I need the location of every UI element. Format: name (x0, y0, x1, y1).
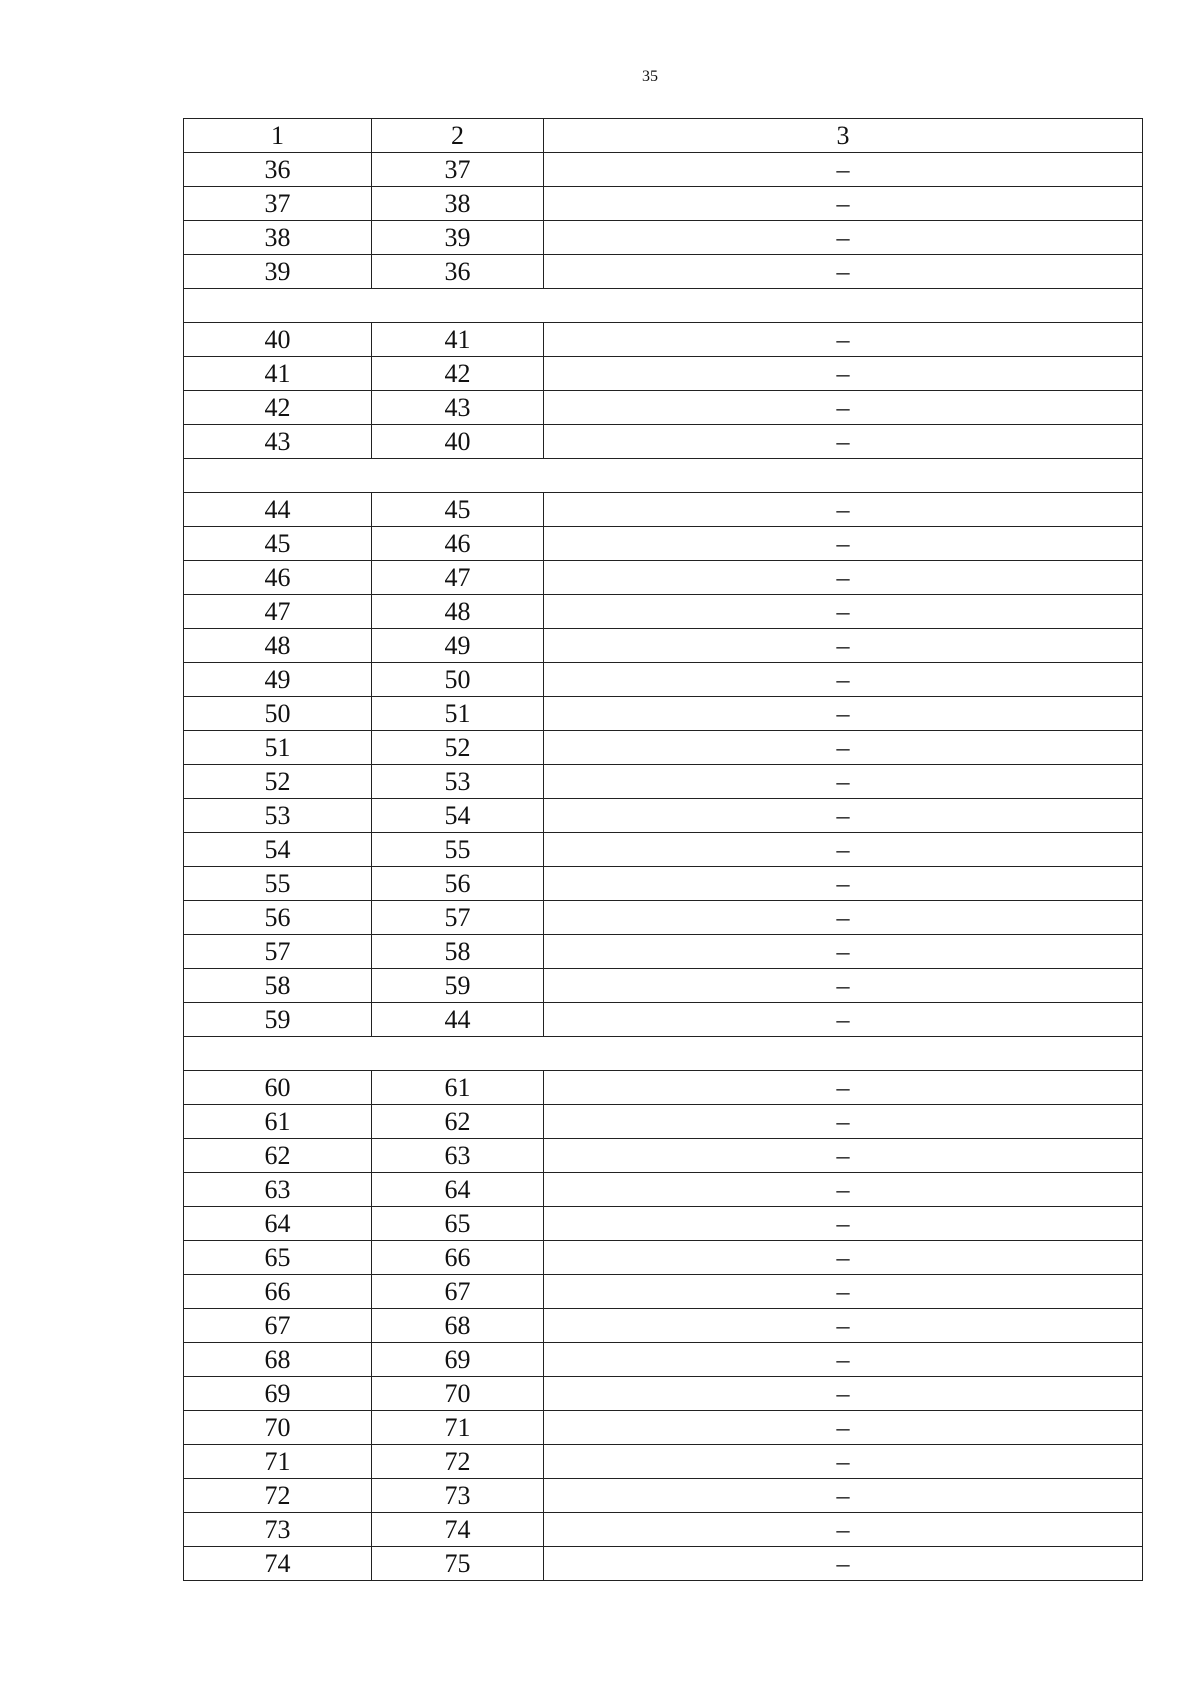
table-cell: 59 (372, 969, 544, 1003)
table-row (184, 1547, 1143, 1581)
table-cell: 47 (184, 595, 372, 629)
separator-cell (184, 1037, 1143, 1071)
table-cell: 69 (184, 1377, 372, 1411)
table-cell: 37 (372, 153, 544, 187)
table-cell: 53 (372, 765, 544, 799)
table-cell: – (544, 697, 1143, 731)
table-cell: 45 (184, 527, 372, 561)
table-cell: 44 (372, 1003, 544, 1037)
table-cell: – (544, 493, 1143, 527)
table-cell: – (544, 1513, 1143, 1547)
table-cell: 40 (184, 323, 372, 357)
table-cell: 37 (184, 187, 372, 221)
table-row (184, 1445, 1143, 1479)
table-cell: – (544, 731, 1143, 765)
table-cell: 43 (184, 425, 372, 459)
table-cell: – (544, 1003, 1143, 1037)
table-cell: 68 (372, 1309, 544, 1343)
table-cell: – (544, 1411, 1143, 1445)
table-cell: 44 (184, 493, 372, 527)
table-row (184, 187, 1143, 221)
table-cell: 65 (372, 1207, 544, 1241)
table-row (184, 1309, 1143, 1343)
table-cell: 61 (184, 1105, 372, 1139)
table-cell: – (544, 629, 1143, 663)
table-row (184, 1377, 1143, 1411)
table-cell: – (544, 663, 1143, 697)
table-cell: 48 (372, 595, 544, 629)
table-cell: – (544, 255, 1143, 289)
table-cell: – (544, 833, 1143, 867)
table-row (184, 663, 1143, 697)
separator-cell (184, 289, 1143, 323)
table-cell: – (544, 867, 1143, 901)
table-cell: – (544, 1139, 1143, 1173)
table-cell: – (544, 153, 1143, 187)
table-cell: 54 (372, 799, 544, 833)
table-cell: 71 (372, 1411, 544, 1445)
table-cell: 47 (372, 561, 544, 595)
table-row (184, 1275, 1143, 1309)
table-cell: – (544, 1343, 1143, 1377)
table-cell: 63 (184, 1173, 372, 1207)
table-cell: – (544, 561, 1143, 595)
table-cell: 72 (372, 1445, 544, 1479)
table-cell: 55 (184, 867, 372, 901)
table-cell: 67 (372, 1275, 544, 1309)
table-row (184, 425, 1143, 459)
table-row (184, 391, 1143, 425)
table-row (184, 731, 1143, 765)
table-cell: – (544, 1105, 1143, 1139)
table-row (184, 561, 1143, 595)
table-cell: 66 (372, 1241, 544, 1275)
separator-cell (184, 459, 1143, 493)
table-cell: – (544, 1377, 1143, 1411)
table-cell: 62 (184, 1139, 372, 1173)
header-cell: 2 (372, 119, 544, 153)
table-row (184, 323, 1143, 357)
table-row (184, 493, 1143, 527)
table-row (184, 765, 1143, 799)
table-cell: 39 (372, 221, 544, 255)
table-cell: 59 (184, 1003, 372, 1037)
table-cell: 74 (372, 1513, 544, 1547)
table-cell: 51 (184, 731, 372, 765)
table-cell: – (544, 391, 1143, 425)
header-cell: 3 (544, 119, 1143, 153)
table-cell: 72 (184, 1479, 372, 1513)
table-row (184, 833, 1143, 867)
table-cell: 53 (184, 799, 372, 833)
table-cell: 70 (372, 1377, 544, 1411)
table-header-row (184, 119, 1143, 153)
table-cell: 54 (184, 833, 372, 867)
table-cell: – (544, 527, 1143, 561)
table-row (184, 935, 1143, 969)
group-separator-row (184, 289, 1143, 323)
table-body (184, 119, 1143, 1581)
table-cell: 57 (372, 901, 544, 935)
table-cell: 64 (372, 1173, 544, 1207)
table-row (184, 1003, 1143, 1037)
table-row (184, 901, 1143, 935)
table-cell: – (544, 595, 1143, 629)
table-row (184, 1241, 1143, 1275)
table-cell: 43 (372, 391, 544, 425)
table-row (184, 799, 1143, 833)
table-cell: 48 (184, 629, 372, 663)
table-cell: 51 (372, 697, 544, 731)
table-cell: 73 (372, 1479, 544, 1513)
table-row (184, 1139, 1143, 1173)
table-cell: – (544, 323, 1143, 357)
table-row (184, 595, 1143, 629)
table-cell: 62 (372, 1105, 544, 1139)
table-row (184, 697, 1143, 731)
table-row (184, 153, 1143, 187)
table-cell: 63 (372, 1139, 544, 1173)
table-cell: 67 (184, 1309, 372, 1343)
group-separator-row (184, 1037, 1143, 1071)
table-cell: 60 (184, 1071, 372, 1105)
table-cell: 58 (184, 969, 372, 1003)
table-cell: 50 (184, 697, 372, 731)
table-cell: 69 (372, 1343, 544, 1377)
table-cell: – (544, 425, 1143, 459)
table-cell: – (544, 1275, 1143, 1309)
table-cell: – (544, 799, 1143, 833)
table-cell: – (544, 1309, 1143, 1343)
table-cell: 64 (184, 1207, 372, 1241)
table-cell: – (544, 357, 1143, 391)
table-cell: 66 (184, 1275, 372, 1309)
table-cell: 55 (372, 833, 544, 867)
table-cell: – (544, 1207, 1143, 1241)
table-row (184, 1411, 1143, 1445)
table-cell: 36 (372, 255, 544, 289)
table-cell: – (544, 935, 1143, 969)
table-cell: 70 (184, 1411, 372, 1445)
table-cell: 61 (372, 1071, 544, 1105)
table-cell: – (544, 969, 1143, 1003)
table-row (184, 1513, 1143, 1547)
table-cell: – (544, 1241, 1143, 1275)
table-cell: 74 (184, 1547, 372, 1581)
data-table (183, 118, 1143, 1581)
table-cell: 56 (184, 901, 372, 935)
table-row (184, 1071, 1143, 1105)
table-cell: 38 (184, 221, 372, 255)
table-row (184, 629, 1143, 663)
table-cell: 50 (372, 663, 544, 697)
table-cell: – (544, 1173, 1143, 1207)
table-cell: 39 (184, 255, 372, 289)
table-cell: – (544, 187, 1143, 221)
table-row (184, 969, 1143, 1003)
header-cell: 1 (184, 119, 372, 153)
table-cell: 68 (184, 1343, 372, 1377)
table-cell: 49 (184, 663, 372, 697)
table-cell: – (544, 1071, 1143, 1105)
table-cell: 52 (372, 731, 544, 765)
table-row (184, 221, 1143, 255)
table-cell: 46 (372, 527, 544, 561)
table-row (184, 1343, 1143, 1377)
table-cell: 46 (184, 561, 372, 595)
table-row (184, 1207, 1143, 1241)
table-cell: 56 (372, 867, 544, 901)
table-row (184, 1479, 1143, 1513)
table-cell: – (544, 1445, 1143, 1479)
table-cell: 45 (372, 493, 544, 527)
table-cell: 75 (372, 1547, 544, 1581)
table-cell: 73 (184, 1513, 372, 1547)
table-row (184, 357, 1143, 391)
table-row (184, 1105, 1143, 1139)
table-row (184, 1173, 1143, 1207)
table-cell: – (544, 221, 1143, 255)
table-cell: 40 (372, 425, 544, 459)
table-cell: 41 (184, 357, 372, 391)
table-cell: 38 (372, 187, 544, 221)
table-cell: 42 (372, 357, 544, 391)
table-row (184, 867, 1143, 901)
table-cell: 52 (184, 765, 372, 799)
table-cell: – (544, 1547, 1143, 1581)
table-cell: – (544, 1479, 1143, 1513)
table-row (184, 527, 1143, 561)
table-row (184, 255, 1143, 289)
page-number: 35 (642, 68, 658, 85)
table-cell: 49 (372, 629, 544, 663)
table-cell: 58 (372, 935, 544, 969)
table-cell: 36 (184, 153, 372, 187)
table-cell: – (544, 901, 1143, 935)
table-cell: 71 (184, 1445, 372, 1479)
table-cell: 57 (184, 935, 372, 969)
table-cell: 65 (184, 1241, 372, 1275)
table-cell: 42 (184, 391, 372, 425)
group-separator-row (184, 459, 1143, 493)
table-cell: 41 (372, 323, 544, 357)
table-cell: – (544, 765, 1143, 799)
